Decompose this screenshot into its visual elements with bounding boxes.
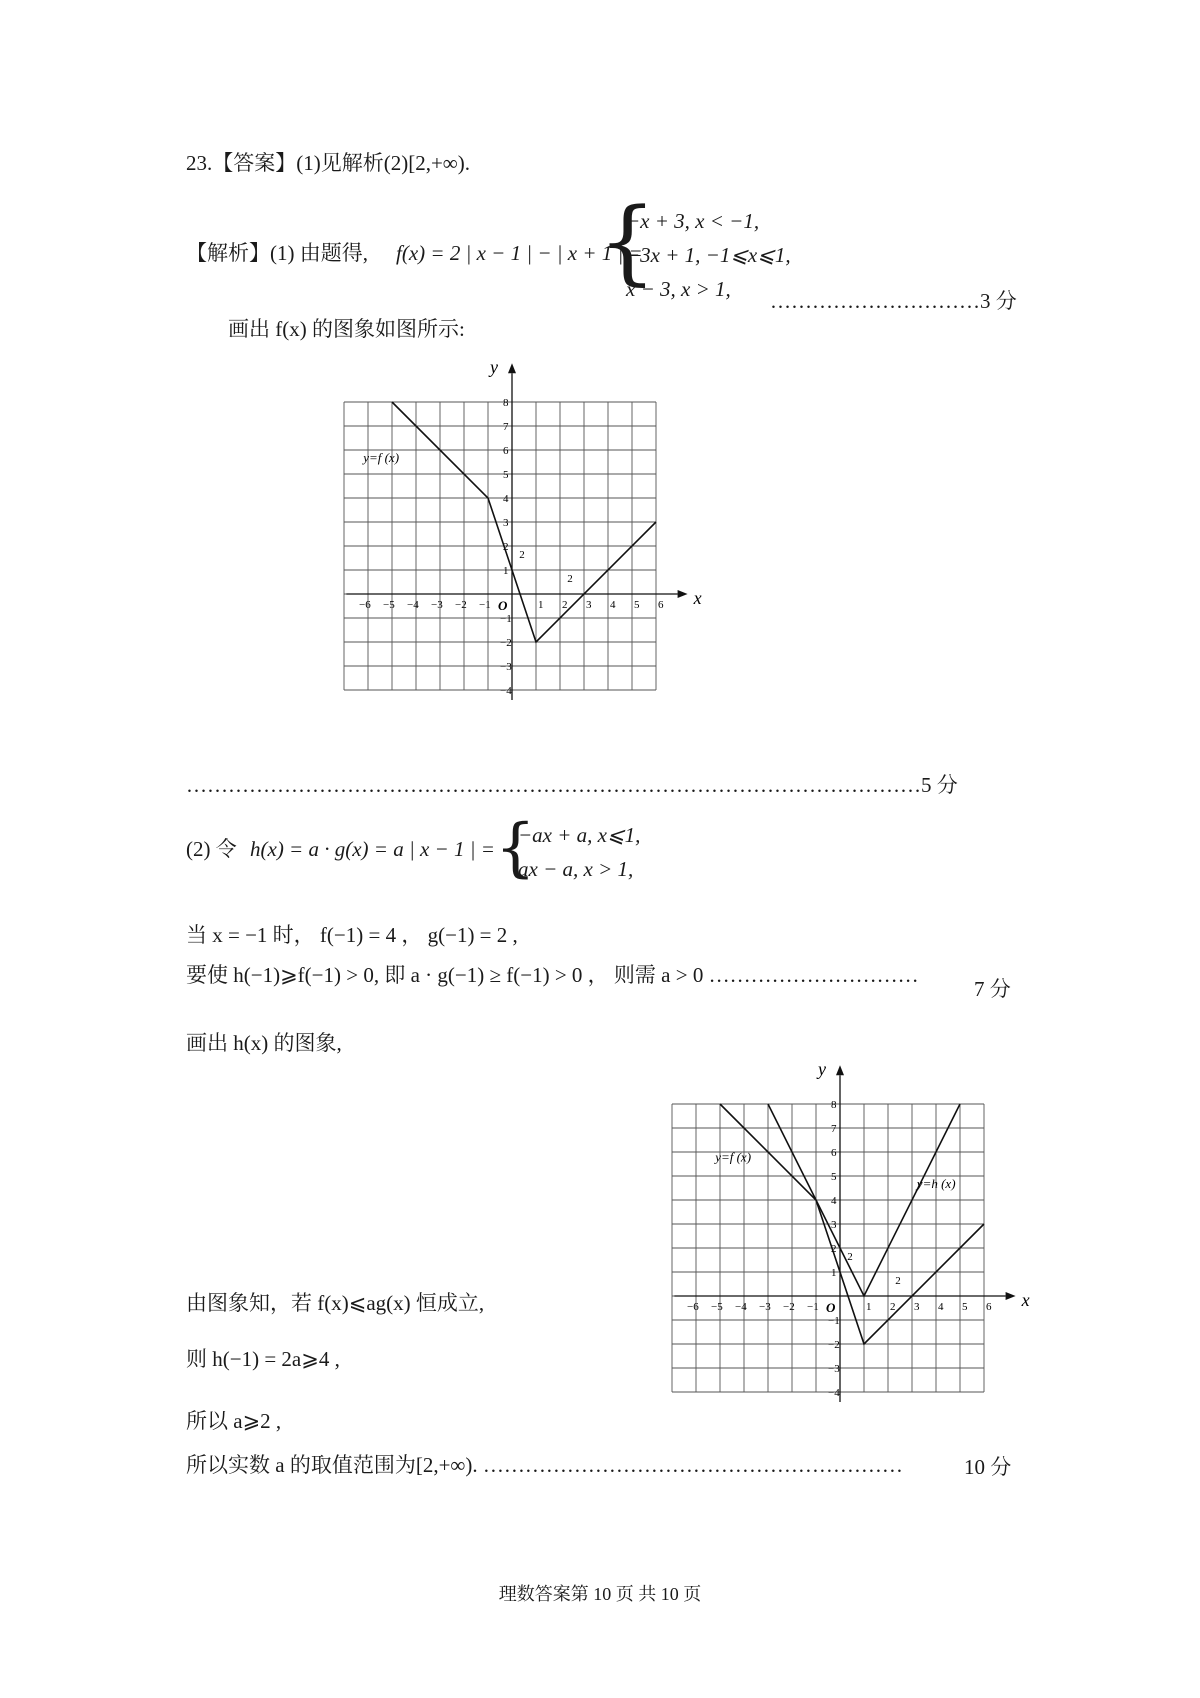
answer-heading: 23.【答案】(1)见解析(2)[2,+∞).	[186, 151, 471, 175]
x-axis-label: x	[1021, 1290, 1030, 1310]
score-10: 10 分	[964, 1455, 1012, 1479]
case2-line-1: −ax + a, x⩽1,	[518, 823, 641, 847]
x-tick-label: 3	[914, 1301, 920, 1313]
annotation-label: 2	[567, 573, 573, 585]
x-tick-label: −2	[455, 599, 467, 611]
y-tick-label: −2	[500, 637, 512, 649]
case-line-2: −3x + 1, −1⩽x⩽1,	[626, 243, 791, 267]
y-tick-label: 5	[831, 1171, 837, 1183]
x-axis-label: x	[693, 588, 702, 608]
analysis-prefix: 【解析】(1) 由题得,	[186, 241, 368, 265]
x-tick-label: 4	[610, 599, 616, 611]
f-definition: f(x) = 2 | x − 1 | − | x + 1 | =	[396, 241, 643, 265]
x-tick-label: −6	[687, 1301, 699, 1313]
y-tick-label: −1	[828, 1315, 840, 1327]
series-label: y=h (x)	[916, 1176, 956, 1191]
y-tick-label: −3	[828, 1363, 840, 1375]
x-tick-label: −5	[383, 599, 395, 611]
h-graph	[668, 1052, 1038, 1432]
need-line: 要使 h(−1)⩾f(−1) > 0, 即 a · g(−1) ≥ f(−1) > 0 ， 则需 a > 0 …………………………	[186, 963, 919, 987]
y-axis-arrow	[508, 363, 516, 373]
y-tick-label: 7	[831, 1123, 837, 1135]
range-line: 所以实数 a 的取值范围为[2,+∞). ……………………………………………………	[186, 1453, 903, 1477]
case-line-3: x − 3, x > 1,	[626, 277, 731, 301]
y-tick-label: 3	[831, 1219, 837, 1231]
y-tick-label: 6	[503, 445, 509, 457]
x-tick-label: 1	[538, 599, 544, 611]
x-tick-label: 2	[562, 599, 568, 611]
from-graph-line: 由图象知，若 f(x)⩽ag(x) 恒成立,	[186, 1291, 485, 1315]
x-tick-label: −3	[759, 1301, 771, 1313]
x-tick-label: −6	[359, 599, 371, 611]
left-brace-2: {	[495, 811, 536, 885]
y-tick-label: −4	[500, 685, 512, 697]
x-axis-arrow	[1006, 1292, 1016, 1300]
x-tick-label: −3	[431, 599, 443, 611]
left-brace: {	[598, 188, 657, 295]
x-axis-arrow	[678, 590, 688, 598]
y-tick-label: −2	[828, 1339, 840, 1351]
y-tick-label: 4	[503, 493, 509, 505]
y-tick-label: 4	[831, 1195, 837, 1207]
draw-h-text: 画出 h(x) 的图象,	[186, 1031, 342, 1055]
when-line: 当 x = −1 时， f(−1) = 4 ， g(−1) = 2 ,	[186, 923, 518, 947]
x-tick-label: 6	[986, 1301, 992, 1313]
annotation-label: 2	[519, 549, 525, 561]
series-label: y=f (x)	[715, 1149, 752, 1165]
x-tick-label: −4	[735, 1301, 747, 1313]
y-tick-label: 5	[503, 469, 509, 481]
y-tick-label: −4	[828, 1387, 840, 1399]
y-tick-label: 8	[503, 397, 509, 409]
x-tick-label: 1	[866, 1301, 872, 1313]
annotation-label: 2	[847, 1251, 853, 1263]
y-tick-label: 6	[831, 1147, 837, 1159]
so-a-line: 所以 a⩾2 ,	[186, 1409, 282, 1433]
score-3: …………………………3 分	[770, 289, 1017, 313]
case2-line-2: ax − a, x > 1,	[518, 857, 634, 881]
x-tick-label: −5	[711, 1301, 723, 1313]
y-tick-label: 3	[503, 517, 509, 529]
case-line-1: −x + 3, x < −1,	[626, 209, 760, 233]
part2-prefix: (2) 令	[186, 837, 237, 861]
score-5: ……………………………………………………………………………………………5 分	[186, 773, 958, 797]
x-tick-label: 3	[586, 599, 592, 611]
y-tick-label: 2	[831, 1243, 837, 1255]
series-label: y=f (x)	[363, 450, 400, 465]
x-tick-label: −2	[783, 1301, 795, 1313]
then-h-line: 则 h(−1) = 2a⩾4 ,	[186, 1347, 340, 1371]
x-tick-label: 5	[634, 599, 640, 611]
y-axis-arrow	[836, 1065, 844, 1075]
y-tick-label: 1	[503, 565, 509, 577]
y-tick-label: 7	[503, 421, 509, 433]
y-tick-label: −1	[500, 613, 512, 625]
x-tick-label: 6	[658, 599, 664, 611]
h-definition: h(x) = a · g(x) = a | x − 1 | =	[250, 837, 495, 861]
y-tick-label: 2	[503, 541, 509, 553]
page-footer: 理数答案第 10 页 共 10 页	[498, 1584, 702, 1604]
x-tick-label: 4	[938, 1301, 944, 1313]
score-7: 7 分	[974, 977, 1011, 1001]
origin-label: O	[826, 1300, 836, 1315]
y-tick-label: 8	[831, 1099, 837, 1111]
y-axis-label: y	[818, 1059, 826, 1080]
y-tick-label: −3	[500, 661, 512, 673]
draw-f-text: 画出 f(x) 的图象如图所示:	[228, 317, 465, 341]
annotation-label: 2	[895, 1275, 901, 1287]
x-tick-label: −1	[807, 1301, 819, 1313]
x-tick-label: 2	[890, 1301, 896, 1313]
origin-label: O	[498, 598, 508, 613]
y-tick-label: 1	[831, 1267, 837, 1279]
x-tick-label: −1	[479, 599, 491, 611]
y-axis-label: y	[490, 357, 498, 378]
f-graph	[340, 350, 710, 730]
x-tick-label: 5	[962, 1301, 968, 1313]
x-tick-label: −4	[407, 599, 419, 611]
